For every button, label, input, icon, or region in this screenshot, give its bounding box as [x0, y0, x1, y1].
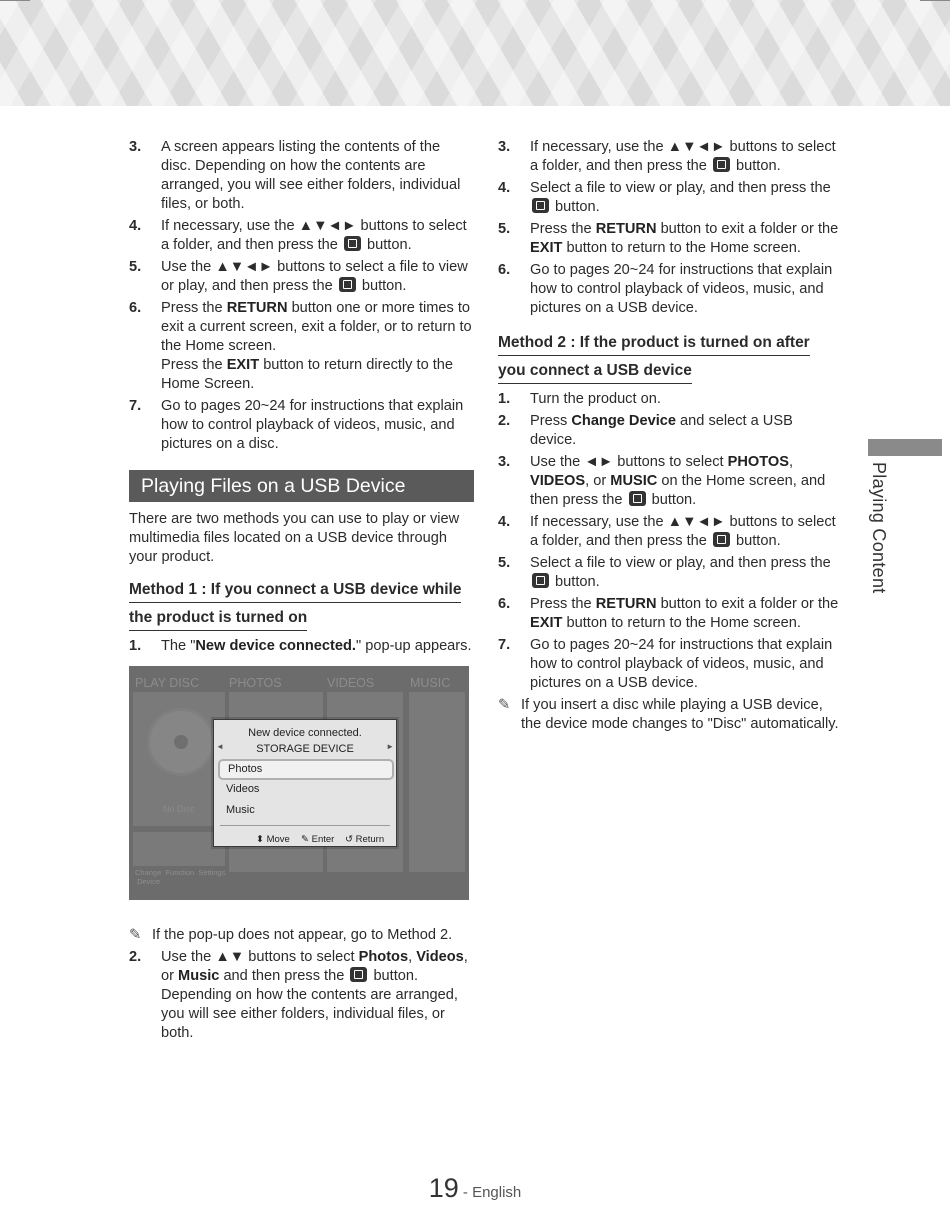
enter-icon — [532, 573, 549, 588]
screen-category: MUSIC — [410, 676, 451, 690]
note: ✎ If you insert a disc while playing a USB device, the device mode changes to "Disc" automatically. — [498, 697, 839, 732]
note: ✎ If the pop-up does not appear, go to Method 2. — [129, 927, 453, 943]
method2-heading-line2: you connect a USB device — [498, 358, 692, 384]
step-text: Press the RETURN button one or more times to exit a current screen, exit a folder, or to return to the Home screen. Press the EXIT button to return directly to the Home Screen. — [161, 300, 472, 392]
hint-return: ↺ Return — [345, 834, 385, 845]
section-intro: There are two methods you can use to play or view multimedia files located on a USB device through your product. — [129, 511, 460, 565]
step-text: Select a file to view or play, and then press the button. — [530, 555, 831, 590]
enter-icon — [350, 967, 367, 982]
list-item — [129, 948, 474, 1043]
disc-icon — [147, 708, 215, 776]
method1-steps-list-continued — [129, 948, 474, 1043]
step-text: Go to pages 20~24 for instructions that explain how to control playback of videos, music, and pictures on a USB device. — [530, 262, 833, 316]
step-text: Use the ◄► buttons to select PHOTOS, VIDEOS, or MUSIC on the Home screen, and then press the button. — [530, 454, 826, 508]
enter-icon — [629, 491, 646, 506]
list-item — [129, 397, 474, 454]
step-text: The "New device connected." pop-up appears. — [161, 638, 472, 654]
method1-heading-line1: Method 1 : If you connect a USB device while — [129, 577, 461, 603]
enter-icon — [339, 277, 356, 292]
step-number: 4. — [129, 218, 142, 234]
step-number: 2. — [129, 949, 142, 965]
popup-title: New device connected. — [248, 727, 362, 739]
screen-category: VIDEOS — [327, 676, 375, 690]
step-number: 6. — [129, 300, 142, 316]
step-text: Go to pages 20~24 for instructions that explain how to control playback of videos, music, and pictures on a USB device. — [530, 637, 833, 691]
side-tab — [868, 439, 942, 456]
note-pencil-icon: ✎ — [498, 697, 511, 713]
list-item — [129, 258, 474, 296]
step-number: 2. — [498, 413, 511, 429]
bottom-shortcut-panel — [133, 832, 225, 866]
step-text: Use the ▲▼◄► buttons to select a file to view or play, and then press the button. — [161, 259, 468, 294]
step-text: Select a file to view or play, and then press the button. — [530, 180, 831, 215]
list-item — [498, 453, 843, 510]
step-text: If necessary, use the ▲▼◄► buttons to select a folder, and then press the button. — [530, 514, 836, 549]
step-text: Go to pages 20~24 for instructions that explain how to control playback of videos, music, and pictures on a disc. — [161, 398, 464, 452]
method2-steps-list — [498, 390, 843, 693]
note-pencil-icon: ✎ — [129, 927, 142, 943]
step-text: Press Change Device and select a USB device. — [530, 413, 793, 448]
step-number: 6. — [498, 596, 511, 612]
music-panel — [409, 692, 465, 872]
header-pattern-band — [0, 0, 950, 106]
popup-option-videos[interactable]: Videos — [226, 783, 260, 795]
right-arrow-icon: ► — [386, 742, 394, 751]
crop-mark — [0, 0, 30, 1]
step-number: 5. — [498, 221, 511, 237]
screen-category: PLAY DISC — [135, 676, 200, 690]
step-number: 6. — [498, 262, 511, 278]
section-title: Playing Files on a USB Device — [129, 470, 474, 502]
step-text: Turn the product on. — [530, 391, 661, 407]
hint-move: ⬍ Move — [256, 834, 290, 845]
left-steps-list — [129, 138, 474, 454]
list-item — [498, 261, 843, 318]
step-number: 7. — [129, 398, 142, 414]
usb-steps-list — [498, 138, 843, 318]
list-item — [498, 220, 843, 258]
step-text: Press the RETURN button to exit a folder or the EXIT button to return to the Home screen. — [530, 221, 839, 256]
list-item — [498, 179, 843, 217]
step-text: If necessary, use the ▲▼◄► buttons to select a folder, and then press the button. — [161, 218, 467, 253]
enter-icon — [532, 198, 549, 213]
step-text: A screen appears listing the contents of the disc. Depending on how the contents are arranged, you will see either folders, individual files, or both. — [161, 139, 461, 212]
step-number: 7. — [498, 637, 511, 653]
list-item — [498, 595, 843, 633]
list-item — [129, 138, 474, 214]
left-column — [129, 138, 474, 1046]
list-item — [498, 138, 843, 176]
list-item — [498, 636, 843, 693]
step-number: 3. — [498, 139, 511, 155]
footer-language: - English — [458, 1184, 522, 1201]
step-number: 5. — [498, 555, 511, 571]
list-item — [129, 637, 474, 656]
method1-heading — [129, 575, 474, 631]
left-arrow-icon: ◄ — [216, 742, 224, 751]
tv-screen-mockup — [129, 666, 469, 900]
step-number: 3. — [498, 454, 511, 470]
step-number: 3. — [129, 139, 142, 155]
no-disc-label: No Disc — [163, 804, 195, 814]
popup-divider — [220, 825, 390, 826]
list-item — [498, 554, 843, 592]
list-item — [498, 513, 843, 551]
enter-icon — [713, 157, 730, 172]
crop-mark — [920, 0, 950, 1]
list-item — [129, 299, 474, 394]
side-section-label: Playing Content — [869, 462, 889, 594]
right-column — [498, 138, 843, 737]
hint-enter: ✎ Enter — [301, 834, 335, 845]
step-number: 5. — [129, 259, 142, 275]
enter-icon — [344, 236, 361, 251]
step-number: 1. — [498, 391, 511, 407]
screen-bottom-labels: Change Function Settings Device — [135, 868, 226, 886]
new-device-popup — [213, 719, 397, 847]
page-number: 19 — [428, 1173, 459, 1203]
popup-option-music[interactable]: Music — [226, 804, 255, 816]
list-item — [498, 390, 843, 409]
enter-icon — [713, 532, 730, 547]
list-item — [129, 217, 474, 255]
method2-heading — [498, 328, 843, 384]
popup-device-name: STORAGE DEVICE — [256, 743, 354, 755]
screen-category: PHOTOS — [229, 676, 282, 690]
step-number: 1. — [129, 638, 142, 654]
method1-heading-line2: the product is turned on — [129, 605, 307, 631]
popup-option-photos[interactable]: Photos — [218, 759, 394, 780]
list-item — [498, 412, 843, 450]
step-text: Use the ▲▼ buttons to select Photos, Videos, or Music and then press the button. Depending on how the contents are arranged, you will see either folders, individual files, or both. — [161, 949, 468, 1041]
step-number: 4. — [498, 514, 511, 530]
step-text: If necessary, use the ▲▼◄► buttons to select a folder, and then press the button. — [530, 139, 836, 174]
step-number: 4. — [498, 180, 511, 196]
method2-heading-line1: Method 2 : If the product is turned on after — [498, 330, 810, 356]
step-text: Press the RETURN button to exit a folder or the EXIT button to return to the Home screen. — [530, 596, 839, 631]
page-footer — [0, 1173, 950, 1204]
method1-steps-list — [129, 637, 474, 656]
